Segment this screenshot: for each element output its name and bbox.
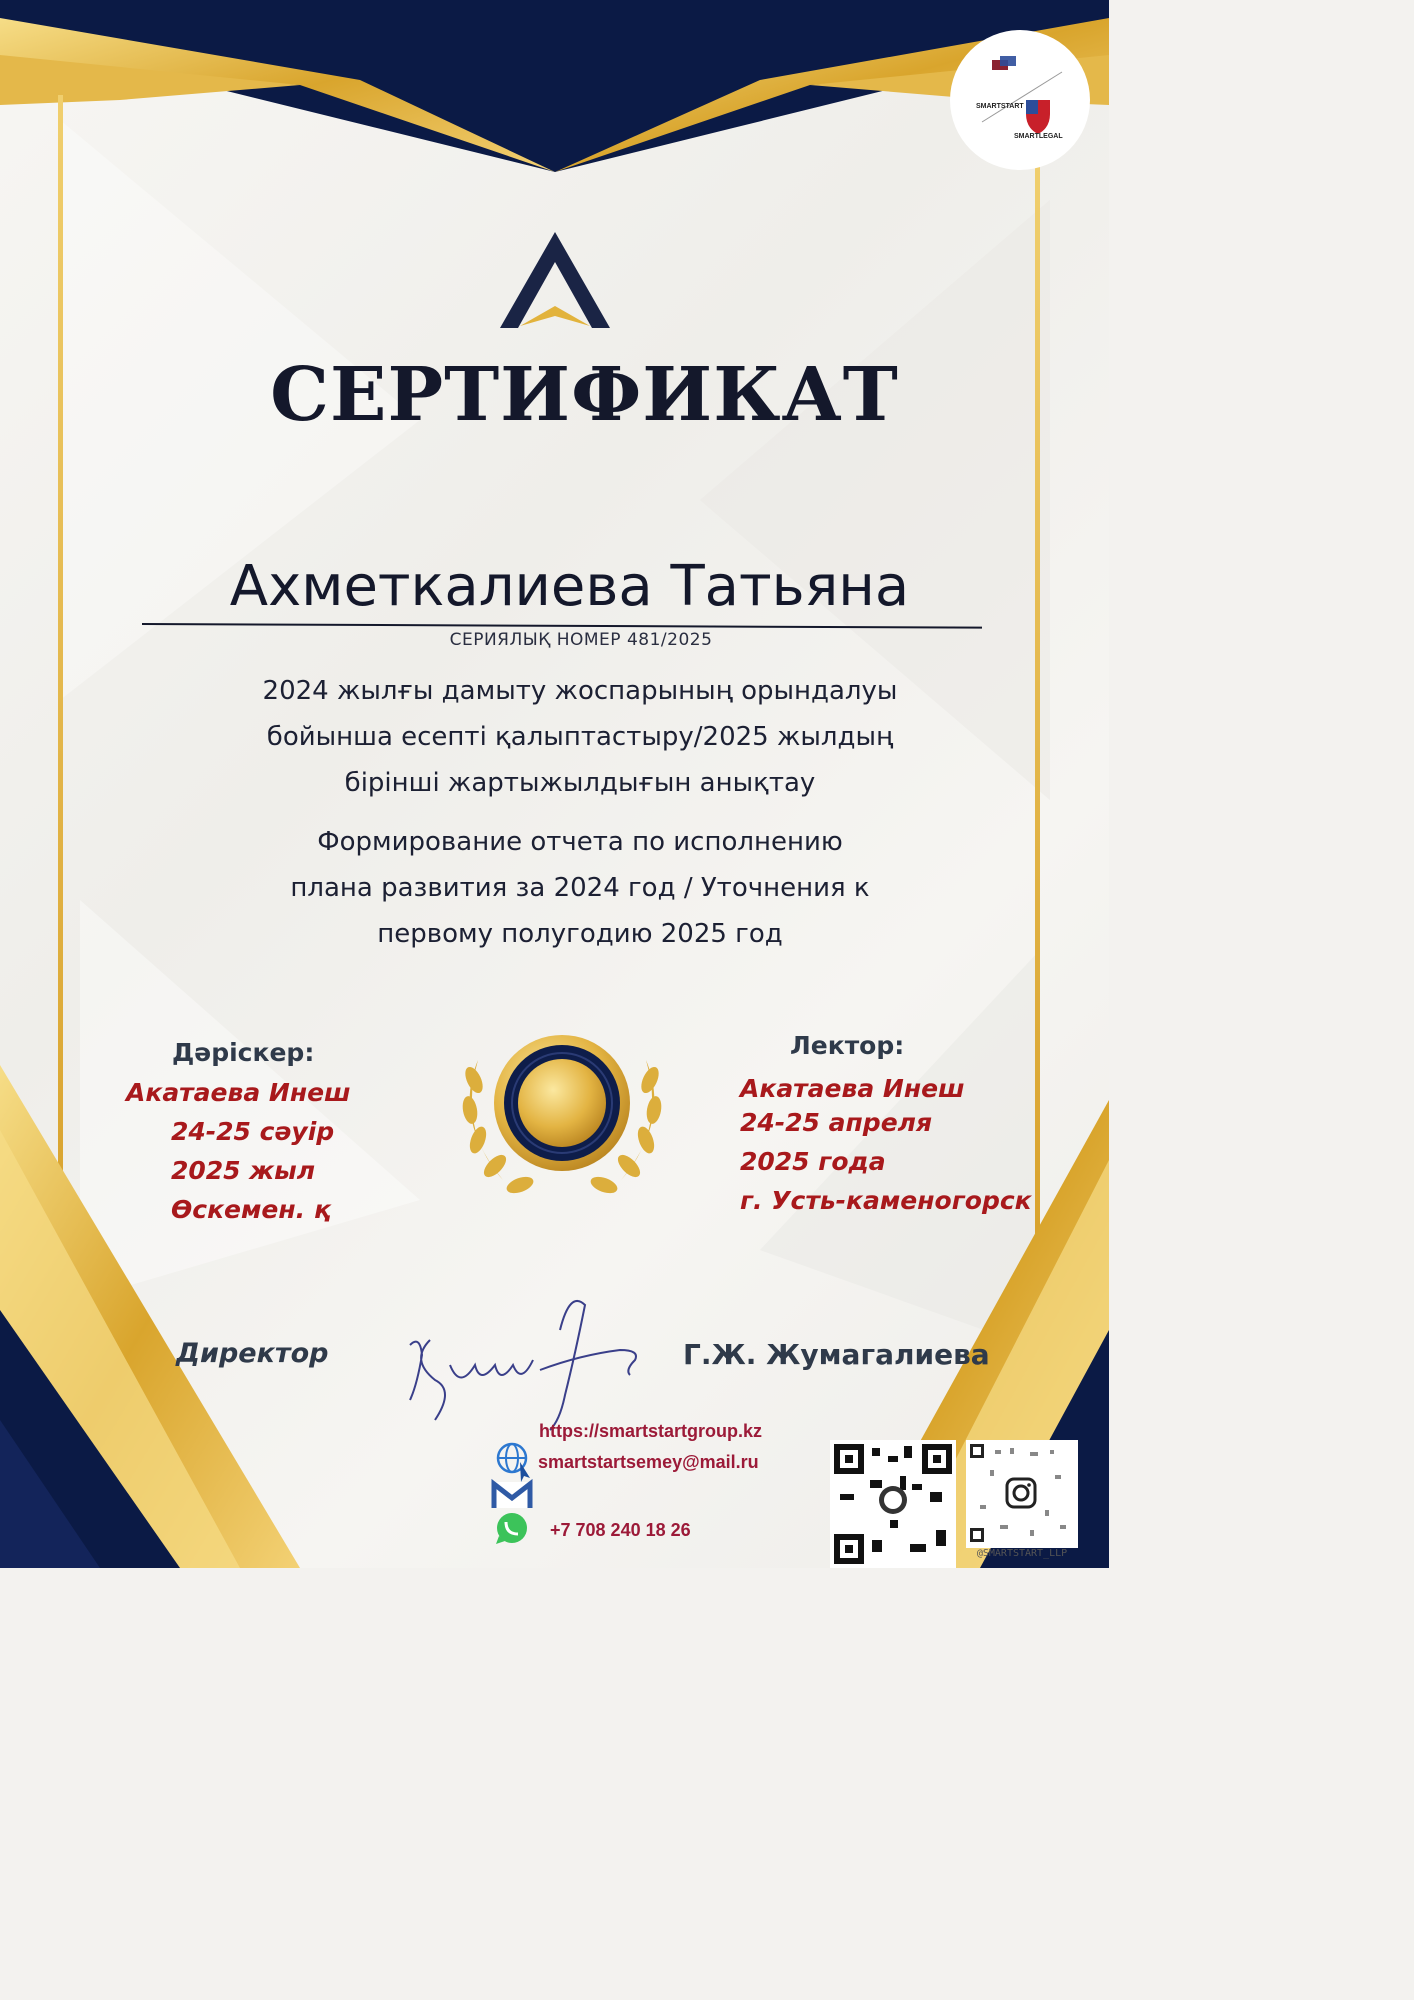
- description-line: плана развития за 2024 год / Уточнения к: [290, 873, 870, 903]
- email-link[interactable]: smartstartsemey@mail.ru: [538, 1452, 759, 1472]
- lecturer-ru-year: 2025 года: [740, 1147, 886, 1176]
- logo-brand-top: SMARTSTART: [976, 103, 1024, 110]
- director-name: Г.Ж. Жумагалиева: [683, 1338, 990, 1371]
- lecturer-kz-year: 2025 жыл: [171, 1156, 316, 1185]
- recipient-name: Ахметкалиева Татьяна: [229, 554, 910, 619]
- lecturer-ru-heading: Лектор:: [790, 1031, 905, 1060]
- description-line: бірінші жартыжылдығын анықтау: [344, 768, 816, 798]
- medal-icon: [494, 1035, 630, 1171]
- lecturer-kz-heading: Дәріскер:: [172, 1038, 315, 1067]
- website-link[interactable]: https://smartstartgroup.kz: [539, 1421, 763, 1441]
- qr-code-whatsapp: [830, 1440, 956, 1568]
- certificate-title: СЕРТИФИКАТ: [270, 352, 899, 438]
- mail-icon: [492, 1482, 532, 1508]
- lecturer-kz-city: Өскемен. қ: [171, 1195, 331, 1224]
- lecturer-ru-dates: 24-25 апреля: [740, 1108, 933, 1137]
- course-description-ru: [0, 819, 1109, 957]
- description-line: Формирование отчета по исполнению: [317, 827, 843, 857]
- whatsapp-icon: [496, 1513, 527, 1544]
- company-logo: [950, 30, 1090, 170]
- lecturer-ru-name: Акатаева Инеш: [740, 1074, 965, 1103]
- lecturer-ru-city: г. Усть-каменогорск: [740, 1186, 1032, 1215]
- globe-icon: [498, 1444, 530, 1482]
- logo-brand-bottom: SMARTLEGAL: [1014, 133, 1063, 140]
- instagram-handle: @SMARTSTART_LLP: [976, 1548, 1068, 1559]
- serial-number: СЕРИЯЛЫҚ НОМЕР 481/2025: [449, 630, 713, 650]
- description-line: бойынша есепті қалыптастыру/2025 жылдың: [266, 722, 894, 752]
- description-line: 2024 жылғы дамыту жоспарының орындалуы: [262, 676, 898, 706]
- lecturer-kz-name: Акатаева Инеш: [126, 1078, 351, 1107]
- director-label: Директор: [176, 1338, 329, 1369]
- signature-image: [410, 1301, 636, 1430]
- phone-link[interactable]: +7 708 240 18 26: [550, 1520, 691, 1540]
- qr-code-instagram: [966, 1440, 1078, 1548]
- course-description-kz: [0, 668, 1109, 806]
- description-line: первому полугодию 2025 год: [377, 919, 783, 949]
- lecturer-kz-dates: 24-25 сәуір: [171, 1117, 335, 1146]
